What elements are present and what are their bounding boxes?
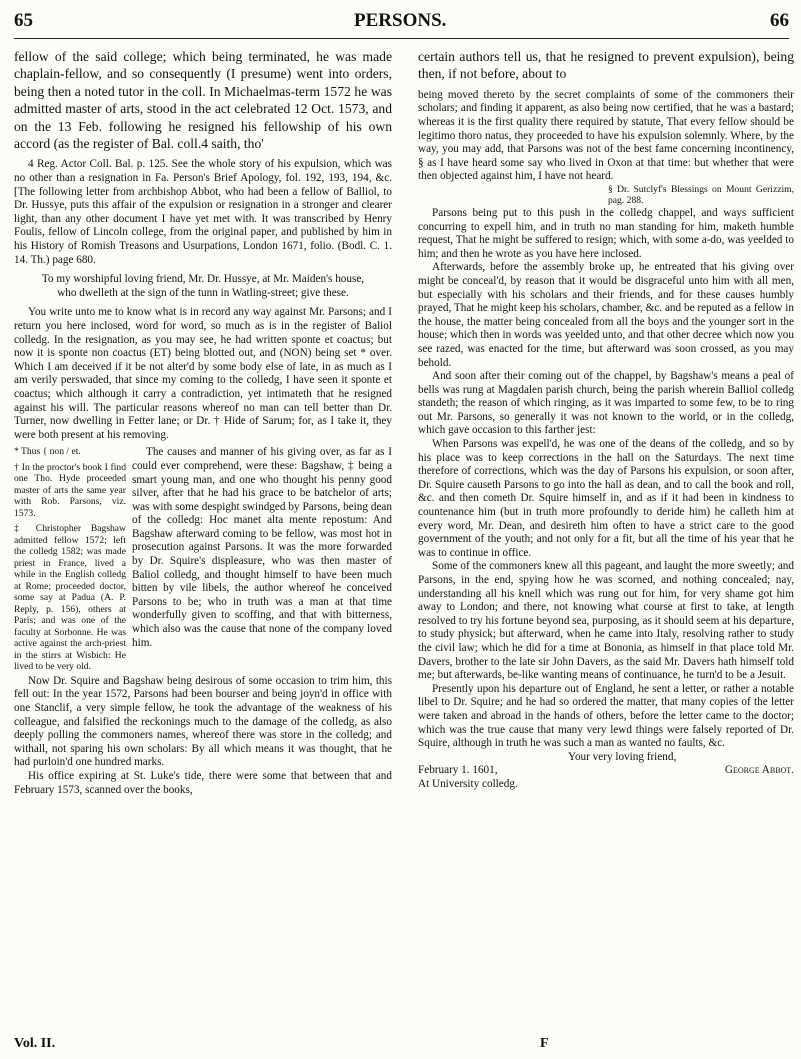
letter-paragraph-4: His office expiring at St. Luke's tide, there were some that between that and February 1573, scanned over the books, <box>14 769 392 796</box>
left-column <box>14 48 392 797</box>
page-number-left: 65 <box>14 10 33 31</box>
letter-paragraph-3: Now Dr. Squire and Bagshaw being desirous of some occasion to trim him, this fell out: In the year 1572, Parsons had been bourser and being joyn'd in office with one Stanclif, a very simple fellow, he took the advantage of the weakness of his colleague, and falsified the reckonings much to the damage of the colledg, as also deeply polling the commoners names, whereof there was store in the colledg; and withall, not sparing his own scholars: By all which means it was thought, that he had purloin'd one hundred marks. <box>14 674 392 769</box>
running-title: PERSONS. <box>354 10 447 31</box>
letter-closing: Your very loving friend, <box>568 750 677 763</box>
side-note-star: * Thus { non / et. <box>14 446 81 458</box>
signature-mark: F <box>540 1036 549 1051</box>
main-paragraph-cont: certain authors tell us, that he resigned to prevent expulsion), being then, if not before, about to <box>418 49 794 82</box>
letter-paragraph-9: When Parsons was expell'd, he was one of the deans of the colledg, and so by his place was to keep corrections in the hall on the Saturdays. The next time therefore of corrections, which was the day of Parsons his expulsion, or soon after, Dr. Squire causeth Parsons to go into the hall as dean, and to call the book and roll, &c. and then cometh Dr. Squire himself in, and as if it had been in kindness to countenance him (but in truth more profoundly to deride him) he calleth him at every word, Mr. Dean, and desireth him often to have a strict care to the good government of the youth; and not only for a fit, but all the time of his year that he was to continue in office. <box>418 438 794 559</box>
side-note-double-dagger: ‡ Christopher Bagshaw admitted fellow 1572; left the colledg 1582; was made priest in France, lived a while in the English colledg at Rome; proceeded doctor, some say at Padua (A. P. Reply, p. 156), others at Paris; and was one of the faculty at Sorbonne. He was active against the arch-priest in the stirrs at Wisbich: He lived to be very old. <box>14 523 126 673</box>
letter-paragraph-6: Parsons being put to this push in the colledg chappel, and ways sufficient concurring to expell him, and in truth no man standing for him, maketh humble request, That he might be suffered to resign; which, with some a-do, was yeelded to him; and then he wrote as you have here inclosed. <box>418 206 794 260</box>
side-note-dagger: † In the proctor's book I find one Tho. Hyde proceeded master of arts the same year with Rob. Parsons, viz. 1573. <box>14 461 126 519</box>
letter-paragraph-11: Presently upon his departure out of England, he sent a letter, or rather a notable libel to Dr. Squire; and he had so ordered the matter, that many copies of the letter were taken and abroad in the hands of others, before the letter came to the doctor; which was the true cause that many very lewd things were falsely reported of Dr. Squire, although in truth he was such a man as wanted no faults, &c. <box>418 682 794 750</box>
letter-paragraph-1: You write unto me to know what is in record any way against Mr. Parsons; and I return you here inclosed, word for word, so much as is in the register of Baliol colledg. In the resignation, as you may see, he had written sponte et coactus; but now it is sponte non coactus (ET) being blotted out, and (NON) being set * over. Which I am deceived if it be not alter'd by some body else of late, in as much as I am verily perswaded, that since my coming to the colledg, I have seen it sponte et coactus; which although it carry a contradiction, yet intimateth that he resigned against his will. The particular reasons whereof no man can tell better than Dr. Turner, now dwelling in Fetter lane; or Dr. † Hide of Sarum; for, as I take it, they were both present at his removing. <box>14 306 392 441</box>
letter-date: February 1. 1601, <box>418 764 498 777</box>
main-paragraph: fellow of the said college; which being terminated, he was made chaplain-fellow, and so consequently (I presume) went into orders, being then a noted tutor in the coll. In Michaelmas-term 1572 he was admitted master of arts, stood in the act celebrated 12 Oct. 1573, and on the 13 Feb. following he resigned his fellowship of his own accord (as the register of Bal. coll.4 saith, tho' <box>14 49 392 152</box>
header-rule <box>14 38 789 39</box>
letter-signer: George Abbot. <box>724 764 794 777</box>
letter-paragraph-10: Some of the commoners knew all this pageant, and laught the more sweetly; and Parsons, in the end, spying how he was scorned, and nothing concealed; nay, understanding all his knell which was rung out for him, for very shame got him away to London; and there, not knowing what course at first to take, at length resolved to try his fortune beyond sea, purposing, as it should seem at his departure, to study physick; but afterward, when he came into Italy, resolving rather to study the civil law; which he did for a time at Bononia, as himself in that place told Mr. Davers, brother to the late sir John Davers, as the said Mr. Davers hath himself told me; but afterwards, be-like wanting means of continuance, he turn'd to be a Jesuit. <box>418 560 794 682</box>
page-number-right: 66 <box>770 10 789 31</box>
page-header <box>14 10 789 36</box>
side-note-section: § Dr. Sutclyf's Blessings on Mount Gerizzim, pag. 288. <box>608 183 794 207</box>
letter-paragraph-8: And soon after their coming out of the chappel, by Bagshaw's means a peal of bells was rung at Magdalen parish church, being the parish wherein Balliol colledg standeth; the reason of which ringing, as it was imparted to some few, to be to ring out Mr. Parsons, so generally it was not known to the world, or in the colledg, which gave occasion to this farther jest: <box>418 370 794 437</box>
volume-label: Vol. II. <box>14 1036 56 1051</box>
letter-paragraph-5: being moved thereto by the secret complaints of some of the commoners their scholars; and finding it apparent, as also being now certified, that he was a bastard; whereas it is the first quality there required by statute, That every fellow should be legitimo thoro natus, they proceeded to have his expulsion solemnly. Where, by the way, you may add, that Parsons was not of the best fame concerning incontinency, § as I have heard some say who lived in Oxon at that time: but whether that were then objected against him, I have not heard. <box>418 88 794 183</box>
letter-paragraph-2: The causes and manner of his giving over, as far as I could ever comprehend, were these: Bagshaw, ‡ being a smart young man, and one who thought his penny good silver, after that he had his grace to be batchelor of arts; was with some despight swindged by Parsons, being dean of the colledg: Hoc manet alta mente repostum: And Bagshaw afterward coming to be fellow, was most hot in prosecution against Parsons. It was the more forwarded by Dr. Squire's displeasure, who was then master of Baliol colledg, and thought himself to have been much bitten by vile libels, the author whereof he conceived Parsons to be; who in truth was a man at that time wonderfully given to scoffing, and that with bitterness, which also was the cause that none of the company loved him. <box>132 446 392 649</box>
letter-paragraph-7: Afterwards, before the assembly broke up, he entreated that his giving over might be conceal'd, by reason that it would be disgraceful unto him with all men, but especially with his scholars and their friends, and for these causes humbly prayed, That he might keep his scholars, chamber, &c. and be reputed as a fellow in the house, the matter being concealed from all the boys and the younger sort in the house; which then in words was yeelded unto, and that other decree which now you see razed, was enacted for the time, but afterward was soon crossed, as you may behold. <box>418 261 794 369</box>
right-column <box>418 48 794 792</box>
letter-place: At University colledg. <box>418 777 518 790</box>
footnote-4: 4 Reg. Actor Coll. Bal. p. 125. See the whole story of his expulsion, which was no other than a resignation in Fa. Person's Brief Apology, fol. 192, 193, 194, &c. [The following letter from archbishop Abbot, who had been a fellow of Balliol, to Dr. Hussye, puts this affair of the expulsion or resignation in a stronger and clearer light, than any other document I have yet met with. It was transcribed by Henry Foulis, fellow of Lincoln college, from the original paper, and published by him in his History of Romish Treasons and Usurpations, London 1671, folio. (Bodl. C. 1. 14. Th.) page 680. <box>14 158 392 266</box>
letter-address: To my worshipful loving friend, Mr. Dr. Hussye, at Mr. Maiden's house, who dwelleth at the sign of the tunn in Watling-street; give these. <box>41 273 365 299</box>
